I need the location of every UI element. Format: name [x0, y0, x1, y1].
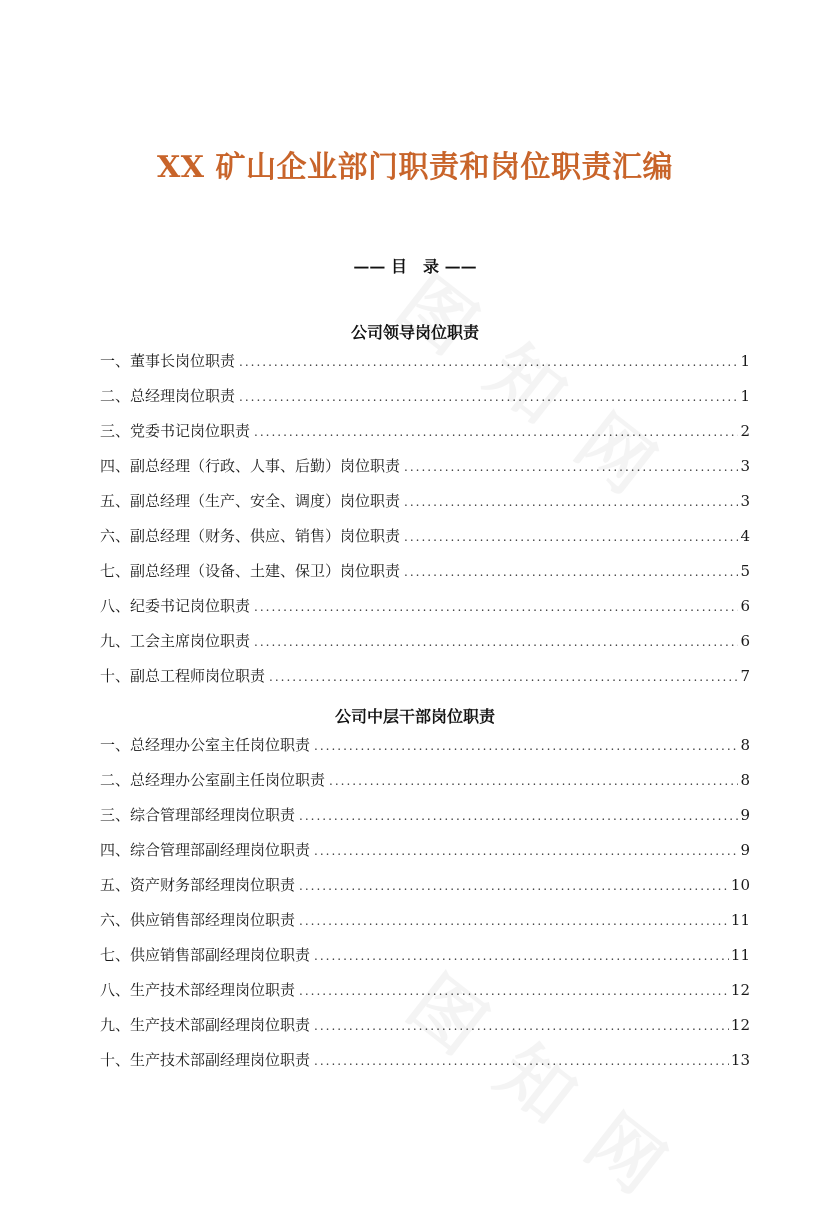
toc-entry-label: 十、生产技术部副经理岗位职责 [100, 1051, 311, 1069]
toc-entry[interactable] [100, 525, 750, 560]
dot-leader [404, 565, 738, 579]
toc-entry[interactable] [100, 839, 750, 874]
toc-entry-label: 二、总经理办公室副主任岗位职责 [100, 771, 326, 789]
dot-leader [254, 635, 738, 649]
toc-page-number: 6 [740, 632, 750, 650]
toc-entry[interactable] [100, 560, 750, 595]
dot-leader [299, 809, 738, 823]
toc-entry[interactable] [100, 665, 750, 700]
toc-entry-label: 一、董事长岗位职责 [100, 352, 236, 370]
dot-leader [239, 390, 738, 404]
dot-leader [299, 914, 729, 928]
toc-page-number: 1 [740, 352, 750, 370]
toc-page-number: 12 [730, 981, 750, 999]
toc-page-number: 2 [740, 422, 750, 440]
toc-list-middle-management [100, 734, 750, 1084]
toc-list-leadership [100, 350, 750, 700]
dot-leader [254, 425, 738, 439]
toc-page-number: 9 [740, 806, 750, 824]
dot-leader [254, 600, 738, 614]
dot-leader [404, 460, 738, 474]
dot-leader [314, 949, 729, 963]
toc-page-number: 13 [730, 1051, 750, 1069]
toc-entry[interactable] [100, 944, 750, 979]
toc-page-number: 8 [740, 771, 750, 789]
toc-entry[interactable] [100, 804, 750, 839]
dot-leader [314, 1054, 729, 1068]
toc-entry[interactable] [100, 420, 750, 455]
toc-page-number: 3 [740, 457, 750, 475]
dot-leader [329, 774, 738, 788]
toc-page-number: 1 [740, 387, 750, 405]
toc-page-number: 5 [740, 562, 750, 580]
toc-entry-label: 七、副总经理（设备、土建、保卫）岗位职责 [100, 562, 401, 580]
toc-entry-label: 四、综合管理部副经理岗位职责 [100, 841, 311, 859]
toc-page-number: 8 [740, 736, 750, 754]
toc-entry-label: 六、副总经理（财务、供应、销售）岗位职责 [100, 527, 401, 545]
toc-entry-label: 九、工会主席岗位职责 [100, 632, 251, 650]
document-title: XX 矿山企业部门职责和岗位职责汇编 [157, 150, 673, 185]
toc-entry-label: 三、党委书记岗位职责 [100, 422, 251, 440]
toc-entry[interactable] [100, 490, 750, 525]
dot-leader [314, 844, 738, 858]
dot-leader [404, 495, 738, 509]
toc-entry[interactable] [100, 769, 750, 804]
toc-entry[interactable] [100, 350, 750, 385]
toc-entry-label: 一、总经理办公室主任岗位职责 [100, 736, 311, 754]
dot-leader [239, 355, 738, 369]
toc-page-number: 4 [740, 527, 750, 545]
section-title-middle-management: 公司中层干部岗位职责 [334, 707, 495, 726]
toc-page-number: 11 [730, 946, 750, 964]
toc-page-number: 11 [730, 911, 750, 929]
dot-leader [314, 739, 738, 753]
toc-entry-label: 四、副总经理（行政、人事、后勤）岗位职责 [100, 457, 401, 475]
toc-entry[interactable] [100, 909, 750, 944]
toc-entry[interactable] [100, 455, 750, 490]
toc-entry-label: 五、副总经理（生产、安全、调度）岗位职责 [100, 492, 401, 510]
toc-page-number: 9 [740, 841, 750, 859]
toc-entry-label: 八、生产技术部经理岗位职责 [100, 981, 296, 999]
section-title-leadership: 公司领导岗位职责 [350, 323, 479, 342]
toc-entry-label: 八、纪委书记岗位职责 [100, 597, 251, 615]
toc-page-number: 6 [740, 597, 750, 615]
dot-leader [269, 670, 738, 684]
toc-page-number: 12 [730, 1016, 750, 1034]
toc-page-number: 10 [730, 876, 750, 894]
toc-entry-label: 六、供应销售部经理岗位职责 [100, 911, 296, 929]
toc-entry-label: 三、综合管理部经理岗位职责 [100, 806, 296, 824]
toc-entry[interactable] [100, 979, 750, 1014]
toc-entry[interactable] [100, 874, 750, 909]
toc-entry-label: 七、供应销售部副经理岗位职责 [100, 946, 311, 964]
toc-entry-label: 五、资产财务部经理岗位职责 [100, 876, 296, 894]
toc-page-number: 7 [740, 667, 750, 685]
toc-entry[interactable] [100, 385, 750, 420]
toc-heading: —— 目 录 —— [353, 257, 477, 276]
toc-entry[interactable] [100, 595, 750, 630]
toc-entry[interactable] [100, 1014, 750, 1049]
toc-entry[interactable] [100, 630, 750, 665]
dot-leader [299, 879, 729, 893]
toc-entry-label: 二、总经理岗位职责 [100, 387, 236, 405]
dot-leader [314, 1019, 729, 1033]
toc-entry[interactable] [100, 734, 750, 769]
dot-leader [404, 530, 738, 544]
toc-page-number: 3 [740, 492, 750, 510]
toc-entry-label: 十、副总工程师岗位职责 [100, 667, 266, 685]
dot-leader [299, 984, 729, 998]
toc-entry[interactable] [100, 1049, 750, 1084]
toc-entry-label: 九、生产技术部副经理岗位职责 [100, 1016, 311, 1034]
